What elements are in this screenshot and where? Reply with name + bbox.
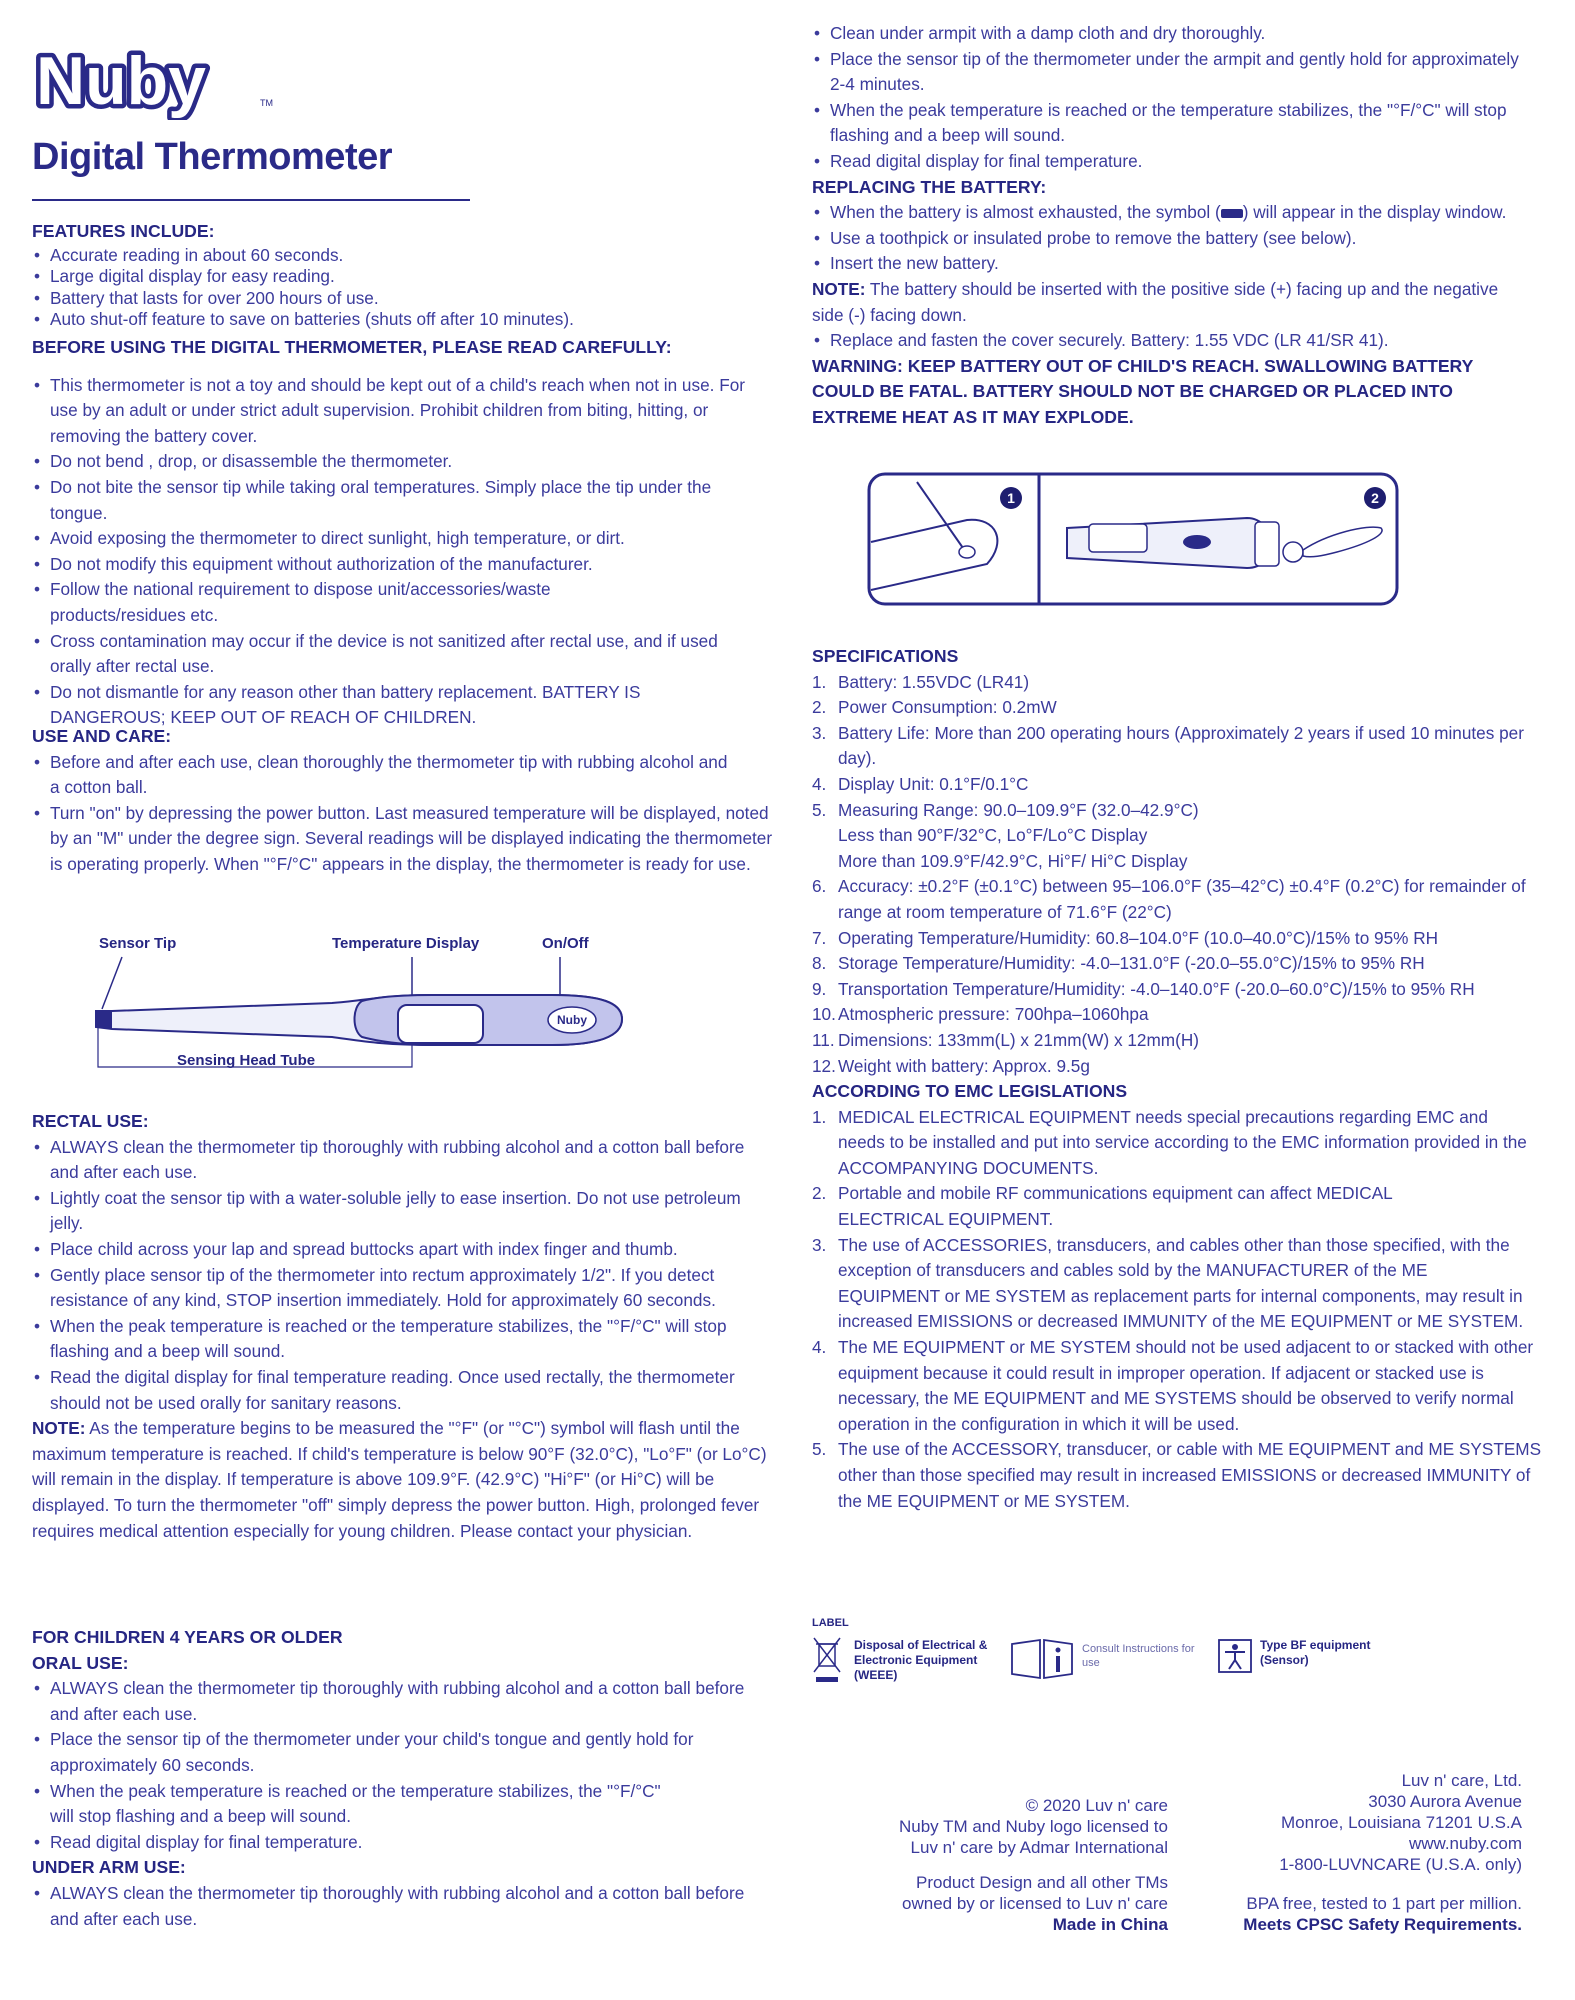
rectal-item: • Read the digital display for final temperature reading. Once used rectally, the thermometer should not be used orally for sanitary reasons.	[32, 1365, 760, 1416]
weee-bin-icon	[812, 1636, 842, 1684]
before-item: • Cross contamination may occur if the device is not sanitized after rectal use, and if used orally after rectal use.	[32, 629, 750, 680]
cpsc-statement: Meets CPSC Safety Requirements.	[1243, 1915, 1522, 1934]
company-city: Monroe, Louisiana 71201 U.S.A	[1281, 1813, 1522, 1832]
oral-section	[32, 1625, 767, 1932]
spec-text: Battery Life: More than 200 operating hours (Approximately 2 years if used 10 minutes per day).	[838, 722, 1524, 769]
oral-heading: ORAL USE:	[32, 1652, 129, 1673]
rectal-item: • Lightly coat the sensor tip with a water-soluble jelly to ease insertion. Do not use petroleum jelly.	[32, 1186, 760, 1237]
consult-instructions-icon	[1010, 1638, 1074, 1680]
underarm-heading: UNDER ARM USE:	[32, 1857, 186, 1878]
logo-text: Nuby	[36, 43, 206, 119]
oral-item: • Place the sensor tip of the thermometer under your child's tongue and gently hold for approximately 60 seconds.	[32, 1727, 730, 1778]
emc-text: The use of ACCESSORIES, transducers, and cables other than those specified, with the exception of transducers and cables sold by the MANUFACTURER of the ME EQUIPMENT or ME SYSTEM as replacement parts for internal components, may result in increased EMISSIONS or decreased IMMUNITY of the ME EQUIPMENT or ME SYSTEM.	[838, 1234, 1524, 1332]
emc-text: Portable and mobile RF communications equipment can affect MEDICAL ELECTRICAL EQUIPMENT.	[838, 1183, 1393, 1230]
consult-label: Consult Instructions for use	[1082, 1643, 1195, 1669]
oral-item: • When the peak temperature is reached or the temperature stabilizes, the "°F/°C" will stop flashing and a beep will sound.	[32, 1779, 670, 1830]
spec-item: 6. Accuracy: ±0.2°F (±0.1°C) between 95–106.0°F (35–42°C) ±0.4°F (0.2°C) for remainder of range at room temperature of 71.6°F (22°C)	[812, 876, 1526, 922]
before-item: • Do not bend , drop, or disassemble the thermometer.	[32, 449, 767, 475]
before-item: • Do not modify this equipment without authorization of the manufacturer.	[32, 552, 767, 578]
before-item: • Do not bite the sensor tip while taking oral temperatures. Simply place the tip under the tongue.	[32, 475, 767, 526]
title-divider	[32, 199, 470, 201]
battery-item: • Insert the new battery.	[812, 251, 1527, 277]
thermometer-diagram	[32, 935, 767, 1075]
copyright: © 2020 Luv n' care	[1025, 1796, 1168, 1815]
battery-item: • Use a toothpick or insulated probe to remove the battery (see below).	[812, 226, 1527, 252]
thermometer-illustration	[32, 935, 732, 1075]
tm-line: owned by or licensed to Luv n' care	[902, 1894, 1168, 1913]
feature-item: • Accurate reading in about 60 seconds.	[32, 245, 767, 267]
emc-item: 2. Portable and mobile RF communications equipment can affect MEDICAL ELECTRICAL EQUIPMENT.	[812, 1183, 1393, 1230]
battery-replacement-illustration	[867, 472, 1402, 608]
rectal-note	[32, 1416, 767, 1544]
spec-item: 7. Operating Temperature/Humidity: 60.8–104.0°F (10.0–40.0°C)/15% to 95% RH	[812, 927, 1439, 948]
spec-text: Atmospheric pressure: 700hpa–1060hpa	[838, 1004, 1149, 1025]
footer-left	[800, 1795, 1168, 1935]
before-heading: BEFORE USING THE DIGITAL THERMOMETER, PLEASE READ CAREFULLY:	[32, 337, 672, 357]
weee-label: Disposal of Electrical & Electronic Equipment (WEEE)	[854, 1638, 988, 1682]
feature-item: • Battery that lasts for over 200 hours of use.	[32, 288, 767, 310]
spec-text: Dimensions: 133mm(L) x 21mm(W) x 12mm(H)	[838, 1029, 1199, 1050]
underarm-item: • ALWAYS clean the thermometer tip thoroughly with rubbing alcohol and a cotton ball before and after each use.	[32, 1881, 760, 1932]
spec-item: 4. Display Unit: 0.1°F/0.1°C	[812, 773, 1029, 794]
tm-line: Product Design and all other TMs	[916, 1873, 1168, 1892]
battery-heading: REPLACING THE BATTERY:	[812, 176, 1047, 197]
spec-item: 5. Measuring Range: 90.0–109.9°F (32.0–42.9°C)	[812, 799, 1199, 820]
feature-item: • Large digital display for easy reading.	[32, 266, 767, 288]
footer-right	[1160, 1770, 1522, 1935]
emc-item: 1. MEDICAL ELECTRICAL EQUIPMENT needs special precautions regarding EMC and needs to be installed and put into service according to the EMC information provided in the ACCOMPANYING DOCUMENTS.	[812, 1106, 1527, 1178]
features-section	[32, 219, 767, 331]
spec-text: Transportation Temperature/Humidity: -4.0–140.0°F (-20.0–60.0°C)/15% to 95% RH	[838, 978, 1475, 999]
sensing-head-label: Sensing Head Tube	[177, 1052, 316, 1069]
underarm-continued	[812, 21, 1527, 431]
use-care-heading: USE AND CARE:	[32, 726, 172, 746]
rectal-item: • When the peak temperature is reached or the temperature stabilizes, the "°F/°C" will stop flashing and a beep will sound.	[32, 1314, 770, 1365]
type-bf-icon	[1217, 1638, 1253, 1674]
children-heading: FOR CHILDREN 4 YEARS OR OLDER	[32, 1627, 343, 1647]
spec-item: 9. Transportation Temperature/Humidity: -4.0–140.0°F (-20.0–60.0°C)/15% to 95% RH	[812, 978, 1475, 999]
before-item: • This thermometer is not a toy and should be kept out of a child's reach when not in use. For use by an adult or under strict adult supervision. Prohibit children from biting, hitting, or removing the battery cover.	[32, 373, 767, 450]
underarm-item: • Place the sensor tip of the thermometer under the armpit and gently hold for approximately 2-4 minutes.	[812, 47, 1520, 98]
trademark-mark: TM	[260, 98, 273, 108]
battery-low-icon	[1221, 209, 1243, 218]
battery-warning: WARNING: KEEP BATTERY OUT OF CHILD'S REACH. SWALLOWING BATTERY COULD BE FATAL. BATTERY SHOULD NOT BE CHARGED OR PLACED INTO EXTREME HEAT AS IT MAY EXPLODE.	[812, 355, 1474, 427]
battery-item	[812, 200, 1545, 226]
before-item: • Do not dismantle for any reason other than battery replacement. BATTERY IS DANGEROUS; KEEP OUT OF REACH OF CHILDREN.	[32, 680, 750, 731]
spec-item: 1. Battery: 1.55VDC (LR41)	[812, 671, 1030, 692]
bpa-statement: BPA free, tested to 1 part per million.	[1246, 1894, 1522, 1913]
underarm-item: • Read digital display for final temperature.	[812, 149, 1527, 175]
battery-item-text: When the battery is almost exhausted, the symbol (	[830, 202, 1221, 223]
spec-item: 8. Storage Temperature/Humidity: -4.0–131.0°F (-20.0–55.0°C)/15% to 95% RH	[812, 953, 1425, 974]
emc-item: 4. The ME EQUIPMENT or ME SYSTEM should not be used adjacent to or stacked with other equipment because it could result in improper operation. If adjacent or stacked use is necessary, the ME EQUIPMENT and ME SYSTEMS should be observed to verify normal operation in the configuration in which it will be used.	[812, 1337, 1534, 1434]
rectal-item: • Gently place sensor tip of the thermometer into rectum approximately 1/2". If you detect resistance of any kind, STOP insertion immediately. Hold for approximately 60 seconds.	[32, 1263, 760, 1314]
company-name: Luv n' care, Ltd.	[1401, 1771, 1522, 1790]
battery-note-text: The battery should be inserted with the positive side (+) facing up and the negative side (-) facing down.	[812, 278, 1499, 325]
temp-display-label: Temperature Display	[332, 935, 480, 952]
rectal-section	[32, 1109, 767, 1544]
spec-text: Accuracy: ±0.2°F (±0.1°C) between 95–106.0°F (35–42°C) ±0.4°F (0.2°C) for remainder of range at room temperature of 71.6°F (22°C)	[838, 876, 1526, 922]
bf-label: Type BF equipment (Sensor)	[1260, 1638, 1371, 1667]
rectal-note-label: NOTE:	[32, 1418, 86, 1439]
spec-item: 12. Weight with battery: Approx. 9.5g	[812, 1055, 1090, 1076]
oral-item: • ALWAYS clean the thermometer tip thoroughly with rubbing alcohol and a cotton ball before and after each use.	[32, 1676, 760, 1727]
label-heading: LABEL	[812, 1617, 849, 1629]
use-care-section	[32, 724, 773, 878]
company-web: www.nuby.com	[1408, 1834, 1522, 1853]
company-phone: 1-800-LUVNCARE (U.S.A. only)	[1279, 1855, 1522, 1874]
battery-item-text: ) will appear in the display window.	[1242, 202, 1507, 223]
use-care-item: • Turn "on" by depressing the power button. Last measured temperature will be displayed, noted by an "M" under the degree sign. Several readings will be displayed indicating the thermometer is operating properly. When "°F/°C" appears in the display, the thermometer is ready for use.	[32, 801, 775, 878]
feature-item: • Auto shut-off feature to save on batteries (shuts off after 10 minutes).	[32, 309, 767, 331]
company-street: 3030 Aurora Avenue	[1368, 1792, 1522, 1811]
spec-text: Weight with battery: Approx. 9.5g	[838, 1055, 1090, 1076]
spec-text: Operating Temperature/Humidity: 60.8–104.0°F (10.0–40.0°C)/15% to 95% RH	[838, 927, 1439, 948]
sensor-tip-label: Sensor Tip	[99, 935, 177, 952]
spec-range-low: Less than 90°F/32°C, Lo°F/Lo°C Display	[838, 825, 1148, 846]
spec-item: 3. Battery Life: More than 200 operating hours (Approximately 2 years if used 10 minutes per day).	[812, 722, 1524, 769]
before-item: • Avoid exposing the thermometer to direct sunlight, high temperature, or dirt.	[32, 526, 767, 552]
spec-text: Display Unit: 0.1°F/0.1°C	[838, 773, 1029, 794]
rectal-note-text: As the temperature begins to be measured the "°F" (or "°C") symbol will flash until the maximum temperature is reached. If child's temperature is below 90°F (32.0°C), "Lo°F" (or Lo°C) will remain in the display. If temperature is above 109.9°F. (42.9°C) "Hi°F" (or Hi°C) will be displayed. To turn the thermometer "off" simply depress the power button. High, prolonged fever requires medical attention especially for young children. Please contact your physician.	[32, 1418, 767, 1541]
underarm-item: • When the peak temperature is reached or the temperature stabilizes, the "°F/°C" will stop flashing and a beep will sound.	[812, 98, 1545, 149]
spec-text: Storage Temperature/Humidity: -4.0–131.0°F (-20.0–55.0°C)/15% to 95% RH	[838, 953, 1425, 974]
spec-item: 10. Atmospheric pressure: 700hpa–1060hpa	[812, 1004, 1149, 1025]
emc-text: MEDICAL ELECTRICAL EQUIPMENT needs special precautions regarding EMC and needs to be installed and put into service according to the EMC information provided in the ACCOMPANYING DOCUMENTS.	[838, 1106, 1527, 1178]
spec-text: Battery: 1.55VDC (LR41)	[838, 671, 1030, 692]
made-in: Made in China	[1052, 1915, 1168, 1934]
nuby-logo	[32, 38, 282, 120]
rectal-item: • ALWAYS clean the thermometer tip thoroughly with rubbing alcohol and a cotton ball before and after each use.	[32, 1135, 760, 1186]
before-section	[32, 335, 767, 731]
use-care-item: • Before and after each use, clean thoroughly the thermometer tip with rubbing alcohol and a cotton ball.	[32, 750, 730, 801]
oral-item: • Read digital display for final temperature.	[32, 1830, 767, 1856]
spec-text: Power Consumption: 0.2mW	[838, 697, 1057, 718]
specs-heading: SPECIFICATIONS	[812, 646, 959, 666]
battery-note	[812, 277, 1512, 328]
step-2-number: 2	[1371, 490, 1379, 506]
features-heading: FEATURES INCLUDE:	[32, 221, 215, 241]
emc-text: The use of the ACCESSORY, transducer, or cable with ME EQUIPMENT and ME SYSTEMS other than those specified may result in increased EMISSIONS or decreased IMMUNITY of the ME EQUIPMENT or ME SYSTEM.	[838, 1439, 1542, 1511]
spec-item: 11. Dimensions: 133mm(L) x 21mm(W) x 12mm(H)	[812, 1029, 1199, 1050]
underarm-item: • Clean under armpit with a damp cloth and dry thoroughly.	[812, 21, 1527, 47]
spec-text: Measuring Range: 90.0–109.9°F (32.0–42.9°C)	[838, 799, 1199, 820]
license-line: Nuby TM and Nuby logo licensed to	[898, 1817, 1168, 1836]
battery-item: • Replace and fasten the cover securely. Battery: 1.55 VDC (LR 41/SR 41).	[812, 328, 1527, 354]
emc-item: 3. The use of ACCESSORIES, transducers, and cables other than those specified, with the exception of transducers and cables sold by the MANUFACTURER of the ME EQUIPMENT or ME SYSTEM as replacement parts for internal components, may result in increased EMISSIONS or decreased IMMUNITY of the ME EQUIPMENT or ME SYSTEM.	[812, 1234, 1524, 1332]
emc-text: The ME EQUIPMENT or ME SYSTEM should not be used adjacent to or stacked with other equipment because it could result in improper operation. If adjacent or stacked use is necessary, the ME EQUIPMENT and ME SYSTEMS should be observed to verify normal operation in the configuration in which it will be used.	[838, 1337, 1534, 1434]
spec-item: 2. Power Consumption: 0.2mW	[812, 697, 1057, 718]
rectal-item: • Place child across your lap and spread buttocks apart with index finger and thumb.	[32, 1237, 785, 1263]
specs-section	[812, 644, 1542, 1514]
rectal-heading: RECTAL USE:	[32, 1111, 149, 1131]
step-1-number: 1	[1007, 490, 1015, 506]
emc-item: 5. The use of the ACCESSORY, transducer, or cable with ME EQUIPMENT and ME SYSTEMS other than those specified may result in increased EMISSIONS or decreased IMMUNITY of the ME EQUIPMENT or ME SYSTEM.	[812, 1439, 1542, 1511]
label-section	[812, 1616, 1527, 1696]
page-title: Digital Thermometer	[32, 136, 393, 178]
battery-note-label: NOTE:	[812, 278, 866, 299]
diagram-logo: Nuby	[557, 1013, 587, 1027]
before-item: • Follow the national requirement to dispose unit/accessories/waste products/residues etc.	[32, 577, 610, 628]
on-off-label: On/Off	[542, 935, 589, 952]
license-line: Luv n' care by Admar International	[910, 1838, 1168, 1857]
emc-heading: ACCORDING TO EMC LEGISLATIONS	[812, 1081, 1128, 1102]
spec-range-high: More than 109.9°F/42.9°C, Hi°F/ Hi°C Display	[838, 850, 1188, 871]
